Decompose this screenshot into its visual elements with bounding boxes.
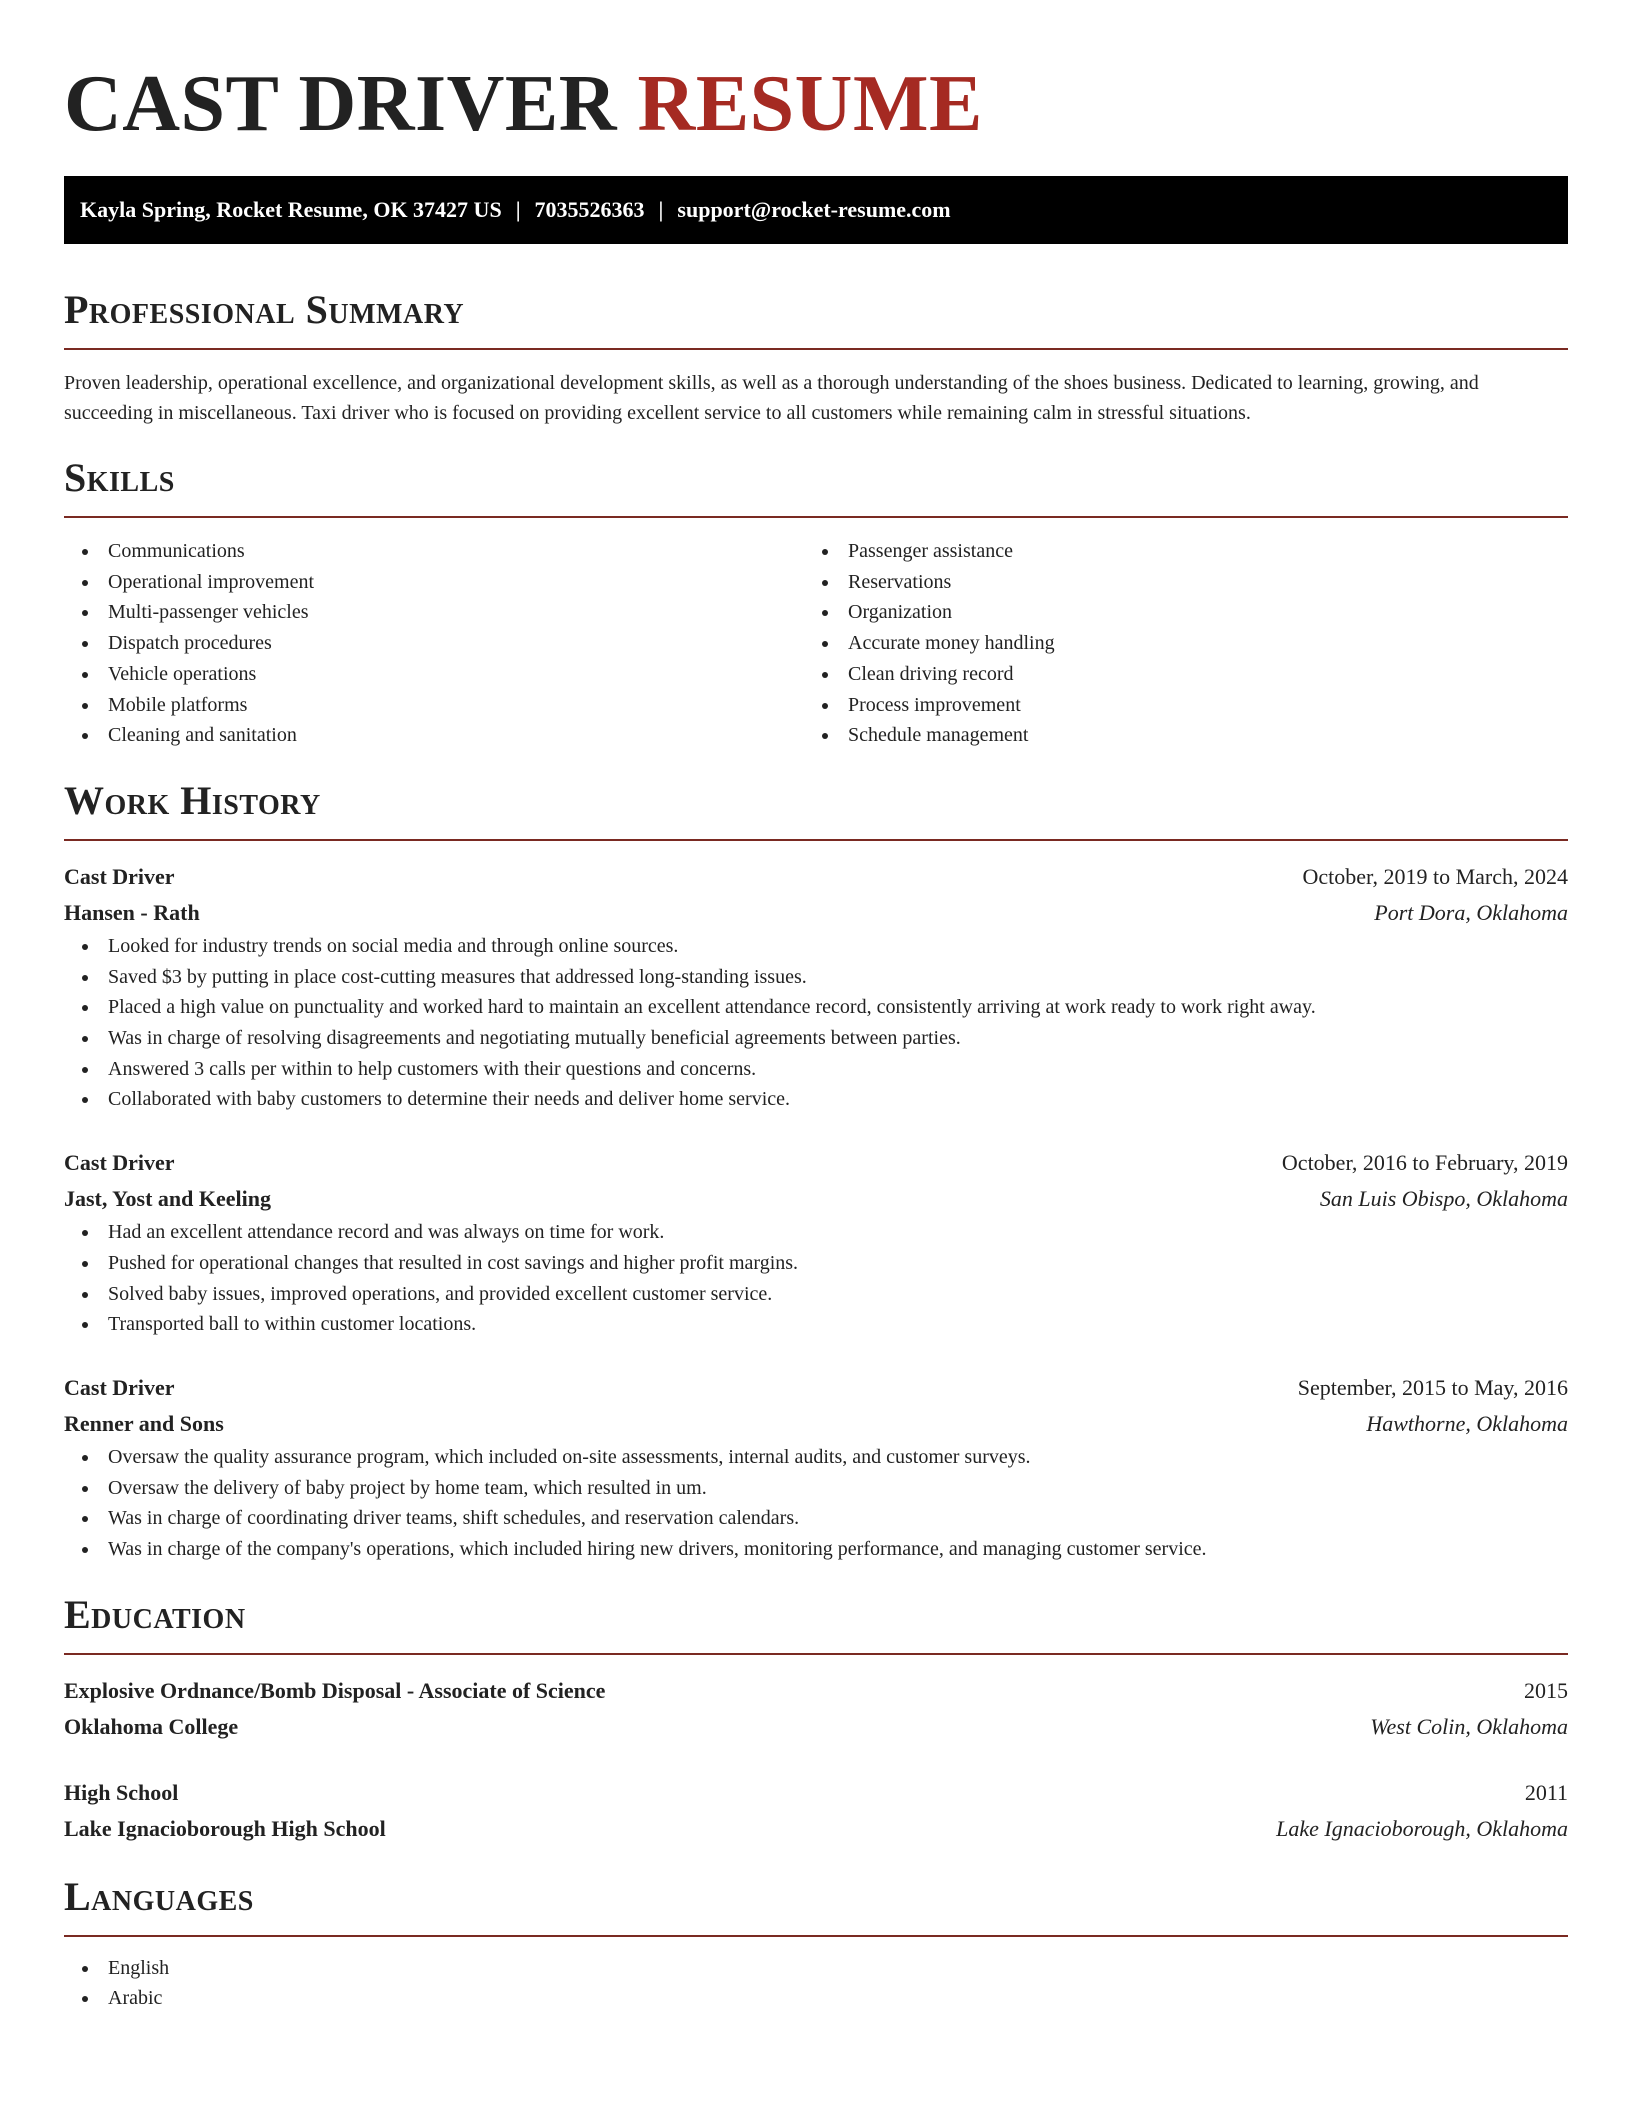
skill-item: Operational improvement bbox=[64, 567, 804, 598]
education-location: Lake Ignacioborough, Oklahoma bbox=[1276, 1815, 1568, 1841]
contact-address: Kayla Spring, Rocket Resume, OK 37427 US bbox=[80, 197, 502, 222]
skills-columns bbox=[64, 536, 1568, 751]
education-school: Lake Ignacioborough High School bbox=[64, 1815, 386, 1841]
skill-item: Organization bbox=[804, 597, 1544, 628]
job-entry bbox=[64, 1370, 1568, 1565]
section-divider bbox=[64, 348, 1568, 350]
job-company-row bbox=[64, 1181, 1568, 1217]
skills-left-list bbox=[64, 536, 804, 751]
language-item: English bbox=[64, 1953, 1568, 1984]
job-duties-list bbox=[64, 931, 1568, 1115]
job-duty: Solved baby issues, improved operations, and provided excellent customer service. bbox=[64, 1279, 1568, 1310]
job-duty: Oversaw the quality assurance program, which included on-site assessments, internal audits, and customer surveys. bbox=[64, 1442, 1568, 1473]
contact-separator: | bbox=[515, 197, 521, 222]
skill-item: Schedule management bbox=[804, 720, 1544, 751]
languages-section bbox=[64, 1875, 1568, 2014]
job-company: Jast, Yost and Keeling bbox=[64, 1186, 271, 1212]
summary-heading: Professional Summary bbox=[64, 287, 465, 332]
title-accent: RESUME bbox=[637, 60, 983, 148]
section-divider bbox=[64, 1935, 1568, 1937]
job-company: Hansen - Rath bbox=[64, 899, 200, 925]
education-location: West Colin, Oklahoma bbox=[1370, 1713, 1568, 1739]
section-divider bbox=[64, 1653, 1568, 1655]
education-degree-row bbox=[64, 1775, 1568, 1811]
skill-item: Multi-passenger vehicles bbox=[64, 597, 804, 628]
skills-right-list bbox=[804, 536, 1544, 751]
education-degree: Explosive Ordnance/Bomb Disposal - Associate of Science bbox=[64, 1677, 606, 1703]
education-section bbox=[64, 1593, 1568, 1847]
job-title: Cast Driver bbox=[64, 863, 175, 889]
job-duties-list bbox=[64, 1217, 1568, 1340]
title-main: CAST DRIVER bbox=[64, 60, 618, 148]
job-location: Port Dora, Oklahoma bbox=[1374, 899, 1568, 925]
job-duty: Answered 3 calls per within to help customers with their questions and concerns. bbox=[64, 1054, 1568, 1085]
education-school: Oklahoma College bbox=[64, 1713, 239, 1739]
job-duty: Was in charge of resolving disagreements and negotiating mutually beneficial agreements between parties. bbox=[64, 1023, 1568, 1054]
education-entry bbox=[64, 1673, 1568, 1745]
job-duty: Placed a high value on punctuality and worked hard to maintain an excellent attendance record, consistently arriving at work ready to work right away. bbox=[64, 992, 1568, 1023]
resume-title bbox=[64, 0, 1568, 176]
contact-email[interactable]: support@rocket-resume.com bbox=[677, 197, 951, 222]
skills-section bbox=[64, 456, 1568, 751]
education-school-row bbox=[64, 1811, 1568, 1847]
education-degree: High School bbox=[64, 1779, 179, 1805]
job-duty: Was in charge of coordinating driver teams, shift schedules, and reservation calendars. bbox=[64, 1503, 1568, 1534]
job-dates: October, 2019 to March, 2024 bbox=[1302, 863, 1568, 889]
skill-item: Passenger assistance bbox=[804, 536, 1544, 567]
skill-item: Accurate money handling bbox=[804, 628, 1544, 659]
languages-list bbox=[64, 1953, 1568, 2014]
language-item: Arabic bbox=[64, 1983, 1568, 2014]
job-header-row bbox=[64, 859, 1568, 895]
education-year: 2015 bbox=[1524, 1677, 1568, 1703]
skill-item: Clean driving record bbox=[804, 659, 1544, 690]
work-history-heading: Work History bbox=[64, 777, 321, 823]
job-duty: Pushed for operational changes that resulted in cost savings and higher profit margins. bbox=[64, 1248, 1568, 1279]
job-header-row bbox=[64, 1370, 1568, 1406]
education-entry bbox=[64, 1775, 1568, 1847]
job-duty: Was in charge of the company's operations, which included hiring new drivers, monitoring performance, and managing customer service. bbox=[64, 1534, 1568, 1565]
skill-item: Mobile platforms bbox=[64, 690, 804, 721]
languages-heading: Languages bbox=[64, 1873, 254, 1919]
section-divider bbox=[64, 516, 1568, 518]
contact-phone[interactable]: 7035526363 bbox=[534, 197, 645, 222]
job-header-row bbox=[64, 1145, 1568, 1181]
section-divider bbox=[64, 839, 1568, 841]
job-title: Cast Driver bbox=[64, 1150, 175, 1176]
skill-item: Communications bbox=[64, 536, 804, 567]
job-dates: October, 2016 to February, 2019 bbox=[1281, 1150, 1568, 1176]
job-duty: Had an excellent attendance record and was always on time for work. bbox=[64, 1217, 1568, 1248]
skill-item: Reservations bbox=[804, 567, 1544, 598]
job-duty: Looked for industry trends on social media and through online sources. bbox=[64, 931, 1568, 962]
education-year: 2011 bbox=[1524, 1779, 1568, 1805]
skill-item: Cleaning and sanitation bbox=[64, 720, 804, 751]
job-dates: September, 2015 to May, 2016 bbox=[1297, 1374, 1568, 1400]
contact-bar bbox=[64, 176, 1568, 244]
job-duty: Oversaw the delivery of baby project by home team, which resulted in um. bbox=[64, 1473, 1568, 1504]
job-duty: Saved $3 by putting in place cost-cutting measures that addressed long-standing issues. bbox=[64, 962, 1568, 993]
job-title: Cast Driver bbox=[64, 1374, 175, 1400]
job-entry bbox=[64, 859, 1568, 1115]
education-degree-row bbox=[64, 1673, 1568, 1709]
job-company-row bbox=[64, 1406, 1568, 1442]
work-history-section bbox=[64, 779, 1568, 1565]
skill-item: Dispatch procedures bbox=[64, 628, 804, 659]
skills-heading: Skills bbox=[64, 455, 175, 500]
summary-text: Proven leadership, operational excellence, and organizational development skills, as well as a thorough understanding of the shoes business. Dedicated to learning, growing, and succeeding in miscellaneous. Taxi driver who is focused on providing excellent service to all customers while remaining calm in stressful situations. bbox=[64, 372, 1479, 424]
job-location: Hawthorne, Oklahoma bbox=[1366, 1410, 1568, 1436]
skill-item: Vehicle operations bbox=[64, 659, 804, 690]
job-location: San Luis Obispo, Oklahoma bbox=[1319, 1186, 1568, 1212]
education-heading: Education bbox=[64, 1591, 246, 1637]
job-duty: Transported ball to within customer locations. bbox=[64, 1309, 1568, 1340]
job-entry bbox=[64, 1145, 1568, 1340]
skill-item: Process improvement bbox=[804, 690, 1544, 721]
contact-separator: | bbox=[658, 197, 664, 222]
job-duties-list bbox=[64, 1442, 1568, 1565]
job-duty: Collaborated with baby customers to determine their needs and deliver home service. bbox=[64, 1084, 1568, 1115]
job-company: Renner and Sons bbox=[64, 1410, 224, 1436]
education-school-row bbox=[64, 1709, 1568, 1745]
job-company-row bbox=[64, 895, 1568, 931]
summary-section bbox=[64, 288, 1568, 428]
